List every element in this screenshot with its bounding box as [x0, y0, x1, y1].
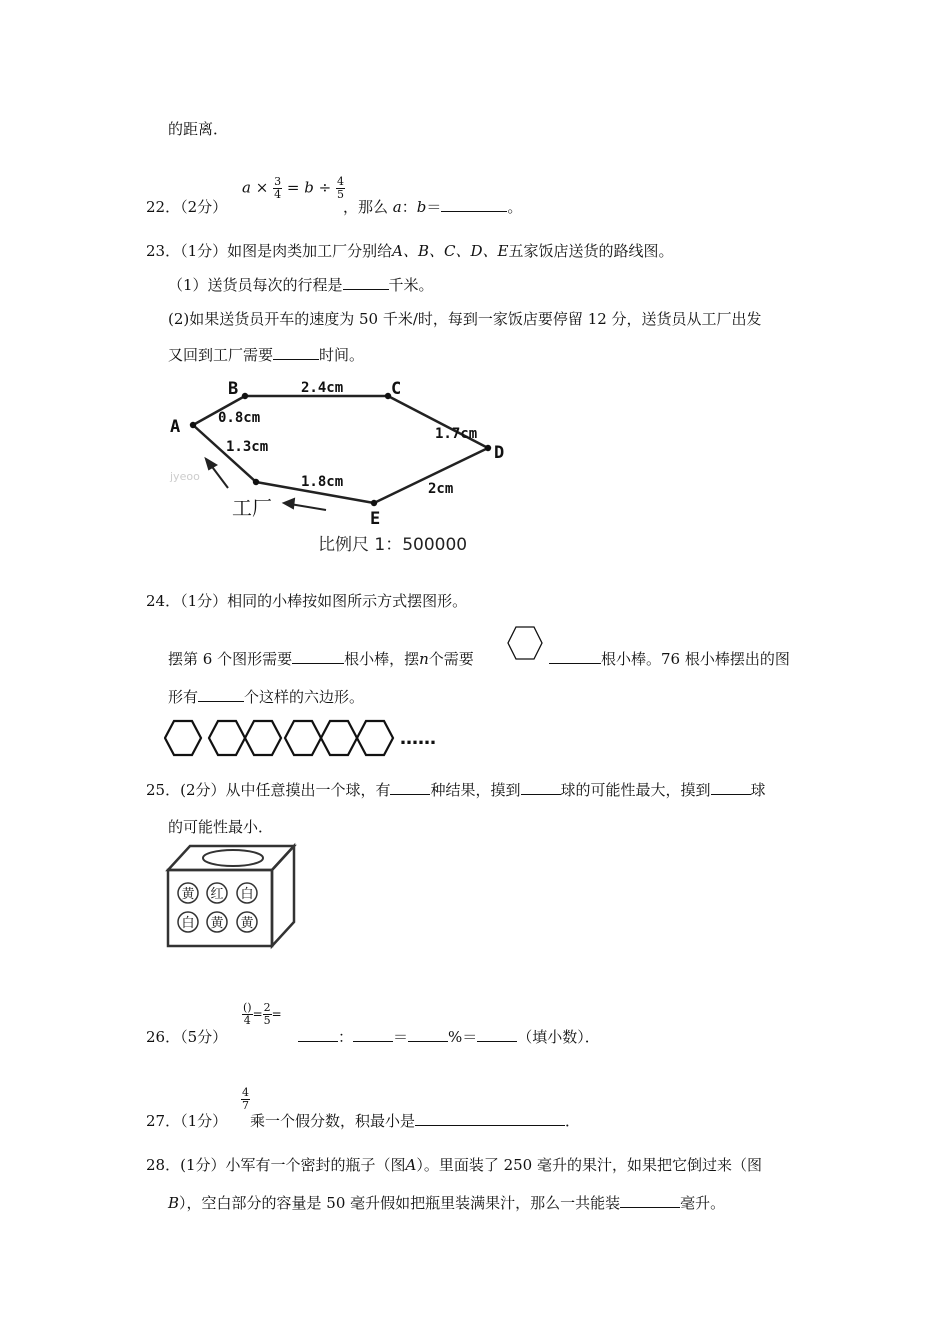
q26-eq1: = — [252, 1007, 263, 1021]
q26-percent: %＝ — [448, 1028, 478, 1046]
q28-fig-a: A — [405, 1156, 417, 1174]
arrow-bottom-head — [284, 499, 294, 508]
q23-sub2-line1: (2)如果送货员开车的速度为 50 千米/时，每到一家饭店要停留 12 分，送货员从工厂出发 — [168, 310, 762, 328]
q23-letters: A、B、C、D、E — [392, 242, 509, 260]
label-c: C — [391, 379, 402, 399]
q24-l3-b: 个这样的六边形。 — [244, 688, 365, 706]
q26-eq3: ＝ — [393, 1028, 409, 1046]
answer-blank[interactable] — [298, 1027, 338, 1042]
q24-var-n: n — [419, 650, 429, 668]
q22-var-b: b — [416, 198, 427, 216]
edge-label-de: 2cm — [428, 481, 454, 497]
q22-number: 22．（2分） — [146, 198, 228, 216]
arrow-left-head — [206, 459, 216, 469]
point-d — [485, 445, 491, 451]
q28-fig-b: B — [168, 1194, 180, 1212]
q24-l2-a: 摆第 6 个图形需要 — [168, 650, 293, 668]
q26-tail: （填小数）． — [517, 1028, 600, 1046]
box-side — [272, 846, 294, 946]
ball-label-6: 黄 — [240, 916, 254, 931]
q23-line1 — [146, 240, 673, 261]
q23-line1-text: 23．（1分）如图是肉类加工厂分别给 — [146, 242, 393, 260]
scale-label: 比例尺 1：500000 — [318, 535, 468, 555]
answer-blank[interactable] — [441, 197, 507, 212]
q24-line3 — [168, 686, 364, 707]
answer-blank[interactable] — [343, 275, 389, 290]
label-a: A — [170, 417, 181, 437]
hexagon-sequence — [164, 718, 444, 760]
q26-answers — [298, 1026, 600, 1047]
q27-text — [250, 1110, 580, 1131]
fraction-3-4: $\frac{3}{4}$ — [274, 175, 282, 201]
q23-sub2-line2 — [168, 344, 364, 365]
q28-line2 — [168, 1192, 725, 1213]
q26-colon: ： — [338, 1028, 354, 1046]
point-a — [190, 422, 196, 428]
answer-blank[interactable] — [711, 780, 751, 795]
q22-equals: ＝ — [426, 198, 442, 216]
q24-line2 — [168, 648, 474, 669]
q24-l3-a: 形有 — [168, 688, 199, 706]
fraction-blank-4: $\frac{()}{4}$ — [243, 1001, 252, 1027]
q27-end: ． — [565, 1112, 581, 1130]
q26-number: 26．（5分） — [146, 1028, 228, 1046]
q24-l2-b: 根小棒，摆 — [344, 650, 420, 668]
answer-blank[interactable] — [408, 1027, 448, 1042]
formula-eq-b-div: = b ÷ — [286, 178, 332, 197]
q28-l1-a: 28．(1分）小军有一个密封的瓶子（图 — [146, 1156, 406, 1174]
q23-sub1-post: 千米。 — [388, 276, 434, 294]
watermark: jyeoo — [170, 470, 200, 483]
arrow-bottom-shaft — [290, 504, 326, 510]
label-d: D — [494, 443, 505, 463]
q22-suffix-pre: ，那么 — [343, 198, 389, 216]
answer-blank[interactable] — [390, 780, 430, 795]
hexagon-figure-3a — [285, 721, 321, 755]
q25-l1-c: 球的可能性最大，摸到 — [560, 781, 711, 799]
label-factory: 工厂 — [232, 496, 272, 520]
route-diagram — [160, 372, 520, 562]
fraction-2-5: $\frac{2}{5}$ — [263, 1001, 271, 1027]
point-e — [371, 500, 377, 506]
q28-l2-b: 毫升。 — [680, 1194, 726, 1212]
edge-label-bc: 2.4cm — [301, 380, 344, 396]
label-b: B — [228, 379, 239, 399]
ball-label-5: 黄 — [210, 916, 224, 931]
box-front — [168, 870, 272, 946]
label-e: E — [370, 509, 381, 529]
q24-line1: 24．（1分）相同的小棒按如图所示方式摆图形。 — [146, 592, 468, 610]
q21-tail: 的距离． — [168, 120, 229, 138]
q26-fractions — [242, 1002, 282, 1027]
hexagon-figure-3b — [321, 721, 357, 755]
answer-blank[interactable] — [273, 345, 319, 360]
q25-line2: 的可能性最小． — [168, 818, 274, 836]
formula-times: × — [255, 178, 269, 197]
edge-label-ef: 1.8cm — [301, 474, 344, 490]
answer-blank[interactable] — [477, 1027, 517, 1042]
q22-var-a: a — [392, 198, 402, 216]
ball-label-1: 黄 — [181, 887, 195, 902]
q27-number: 27．（1分） — [146, 1112, 228, 1130]
q26-eq2: = — [271, 1007, 282, 1021]
answer-blank[interactable] — [198, 687, 244, 702]
answer-blank[interactable] — [620, 1193, 680, 1208]
q28-line1 — [146, 1154, 762, 1175]
q24-l2-c: 个需要 — [428, 650, 474, 668]
fraction-4-5: $\frac{4}{5}$ — [336, 175, 344, 201]
point-factory — [253, 479, 259, 485]
q24-l2-d: 根小棒。76 根小棒摆出的图 — [601, 650, 790, 668]
q22-colon: ： — [401, 198, 417, 216]
answer-blank[interactable] — [292, 649, 344, 664]
ellipsis: …… — [400, 728, 436, 749]
hexagon-figure-1 — [165, 721, 201, 755]
edge-label-af: 1.3cm — [226, 439, 269, 455]
answer-blank[interactable] — [521, 780, 561, 795]
q22-formula — [242, 176, 345, 201]
answer-blank[interactable] — [415, 1111, 565, 1126]
hexagon-figure-2b — [245, 721, 281, 755]
formula-var-a: a — [242, 178, 251, 197]
answer-blank[interactable] — [353, 1027, 393, 1042]
q27-text-main: 乘一个假分数，积最小是 — [250, 1112, 416, 1130]
fraction-4-7: $\frac{4}{7}$ — [242, 1086, 249, 1112]
q23-sub2-pre: 又回到工厂需要 — [168, 346, 274, 364]
q22-suffix — [343, 196, 522, 217]
hexagon-icon — [506, 624, 544, 662]
point-b — [242, 393, 248, 399]
q28-l2-a: ），空白部分的容量是 50 毫升假如把瓶里装满果汁，那么一共能装 — [179, 1194, 621, 1212]
q27-fraction — [241, 1087, 250, 1112]
edge-label-cd: 1.7cm — [435, 426, 478, 442]
q24-line2-tail — [549, 648, 790, 669]
q23-sub2-post: 时间。 — [319, 346, 365, 364]
ball-label-4: 白 — [181, 916, 195, 931]
q23-line1-tail: 五家饭店送货的路线图。 — [508, 242, 674, 260]
hexagon-figure-2a — [209, 721, 245, 755]
answer-blank[interactable] — [549, 649, 601, 664]
ball-label-2: 红 — [210, 887, 224, 902]
edge-label-ab: 0.8cm — [218, 410, 261, 426]
ball-box — [162, 842, 312, 952]
box-opening — [203, 850, 263, 866]
q25-l1-b: 种结果，摸到 — [430, 781, 521, 799]
q22-end: 。 — [507, 198, 523, 216]
q28-l1-b: ）。里面装了 250 毫升的果汁，如果把它倒过来（图 — [416, 1156, 762, 1174]
ball-label-3: 白 — [240, 887, 254, 902]
q25-l1-d: 球 — [750, 781, 766, 799]
q25-l1-a: 25．(2分）从中任意摸出一个球，有 — [146, 781, 391, 799]
q25-line1 — [146, 779, 766, 800]
q23-sub1-pre: （1）送货员每次的行程是 — [168, 276, 343, 294]
q23-sub1 — [168, 274, 434, 295]
hexagon-figure-3c — [357, 721, 393, 755]
